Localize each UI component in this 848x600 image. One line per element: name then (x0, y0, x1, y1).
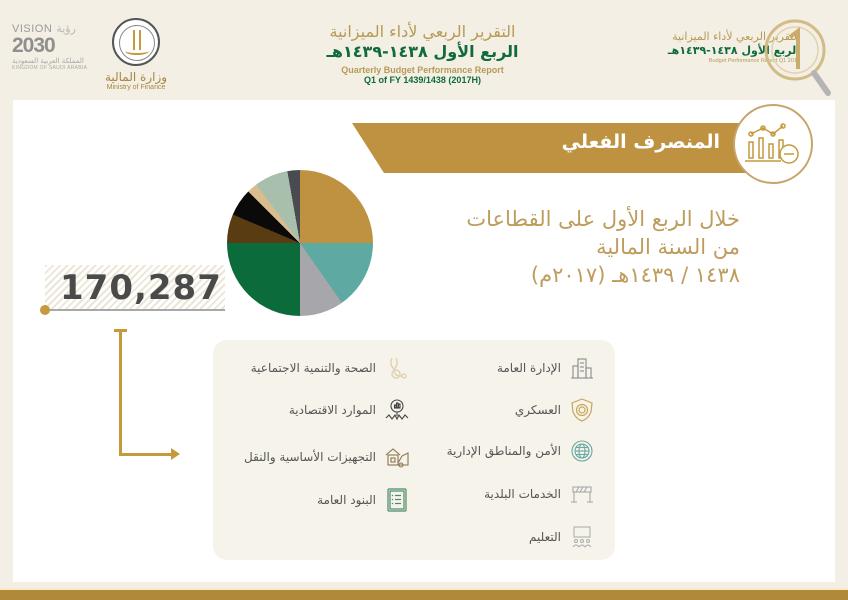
footer-bar (0, 588, 848, 600)
house-car-icon (384, 444, 410, 470)
legend-item-general-items (225, 487, 410, 513)
chart-description (420, 205, 740, 289)
report-period-ar: الربع الأول ١٤٣٨-١٤٣٩هـ (326, 42, 519, 61)
ministry-name-en: Ministry of Finance (106, 84, 166, 91)
arrow-vertical (119, 330, 122, 455)
legend-item-general-administration (440, 355, 595, 381)
legend-label: التجهيزات الأساسية والنقل (244, 450, 376, 464)
badge-title-ar: التقرير الربعي لأداء الميزانية (672, 30, 800, 43)
legend-label: التعليم (529, 530, 561, 544)
expenditure-pie-chart (227, 170, 373, 316)
legend-item-health-social (225, 355, 410, 381)
legend-label: الأمن والمناطق الإدارية (446, 444, 561, 458)
arrow-right-icon (171, 448, 180, 460)
report-title (310, 22, 535, 85)
legend-item-infrastructure-transport (225, 444, 410, 470)
vision-2030-logo (12, 22, 92, 71)
ministry-seal-icon (112, 18, 160, 66)
legend-item-security-regions (420, 438, 595, 464)
badge-period-ar: الربع الأول ١٤٣٨-١٤٣٩هـ (667, 44, 800, 57)
bar-chart-minus-icon (735, 106, 811, 182)
description-line-1: خلال الربع الأول على القطاعات (466, 207, 740, 231)
legend-label: الإدارة العامة (496, 361, 561, 375)
total-underline (45, 309, 225, 311)
legend-item-education (440, 524, 595, 550)
classroom-icon (569, 524, 595, 550)
report-title-en: Quarterly Budget Performance Report (341, 65, 504, 75)
building-icon (569, 355, 595, 381)
barrier-icon (569, 481, 595, 507)
arrow-horizontal (119, 453, 172, 456)
checklist-icon (384, 487, 410, 513)
legend-item-economic-resources (225, 397, 410, 423)
legend-label: البنود العامة (317, 493, 376, 507)
magnifier-chart-icon (384, 397, 410, 423)
ministry-name-ar: وزارة المالية (104, 70, 168, 84)
ministry-of-finance-logo (104, 18, 168, 91)
total-dot (40, 305, 50, 315)
description-line-2: من السنة المالية (596, 235, 740, 259)
section-icon-circle (733, 104, 813, 184)
vision-year: 2030 (12, 34, 55, 57)
total-expenditure-value: 170,287 (60, 268, 222, 308)
legend-label: الخدمات البلدية (484, 487, 561, 501)
description-line-3: ١٤٣٨ / ١٤٣٩هـ (٢٠١٧م) (530, 263, 740, 287)
report-period-en: Q1 of FY 1439/1438 (2017H) (364, 75, 481, 85)
legend-label: الصحة والتنمية الاجتماعية (250, 361, 376, 375)
shield-icon (569, 397, 595, 423)
stethoscope-icon (384, 355, 410, 381)
report-title-ar: التقرير الربعي لأداء الميزانية (329, 22, 516, 41)
vision-label-ar: رؤية (56, 23, 76, 35)
badge-title-en: Budget Performance Report Q1 2017 (708, 58, 800, 64)
vision-label-en: VISION (12, 23, 53, 35)
report-header (0, 0, 848, 100)
legend-item-municipal-services (440, 481, 595, 507)
legend-label: العسكري (514, 403, 561, 417)
legend-item-military (440, 397, 595, 423)
legend-label: الموارد الاقتصادية (288, 403, 376, 417)
section-title: المنصرف الفعلي (561, 131, 720, 153)
vision-kingdom-en: KINGDOM OF SAUDI ARABIA (12, 65, 88, 71)
vision-kingdom-ar: المملكة العربية السعودية (12, 57, 84, 65)
globe-icon (569, 438, 595, 464)
q1-magnifier-icon (762, 15, 834, 97)
